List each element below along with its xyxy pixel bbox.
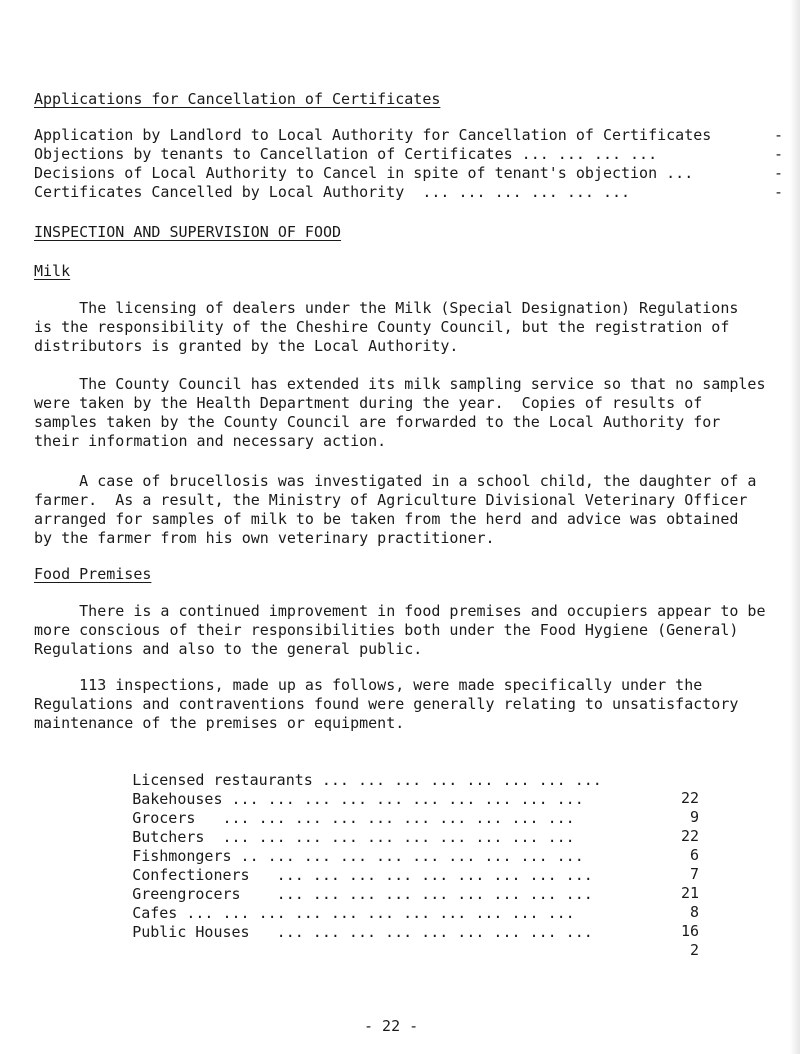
inspection-count: 7 (689, 865, 699, 883)
text-line: distributors is granted by the Local Authority. (34, 337, 459, 355)
cancellation-value-1: - (774, 126, 784, 144)
premises-type: Bakehouses ... ... ... ... ... ... ... ... ... ... (132, 790, 584, 808)
text-line: The County Council has extended its milk sampling service so that no samples (34, 375, 766, 393)
milk-paragraph-1 (34, 299, 786, 356)
premises-type: Cafes ... ... ... ... ... ... ... ... ... ... ... (132, 904, 575, 922)
milk-heading: Milk (34, 262, 71, 280)
food-premises-paragraph-2 (34, 676, 786, 733)
text-line: farmer. As a result, the Ministry of Agriculture Divisional Veterinary Officer (34, 491, 748, 509)
text-line: by the farmer from his own veterinary practitioner. (34, 529, 495, 547)
cancellation-line-2: Objections by tenants to Cancellation of Certificates ... ... ... ... (34, 145, 658, 163)
cancellation-line-3: Decisions of Local Authority to Cancel in spite of tenant's objection ... (34, 164, 694, 182)
inspection-count: 16 (680, 922, 699, 940)
text-line: were taken by the Health Department during the year. Copies of results of (34, 394, 703, 412)
text-line: maintenance of the premises or equipment. (34, 714, 405, 732)
text-line: A case of brucellosis was investigated in a school child, the daughter of a (34, 472, 757, 490)
text-line: arranged for samples of milk to be taken from the herd and advice was obtained (34, 510, 739, 528)
text-line: their information and necessary action. (34, 432, 387, 450)
cancellation-heading: Applications for Cancellation of Certificates (34, 90, 441, 108)
text-line: Regulations and also to the general public. (34, 640, 423, 658)
text-line: The licensing of dealers under the Milk (Special Designation) Regulations (34, 299, 739, 317)
inspection-count: 21 (680, 884, 699, 902)
premises-type: Public Houses ... ... ... ... ... ... ... ... ... (132, 923, 593, 941)
page-edge-shadow (790, 0, 800, 1054)
inspection-count: 8 (689, 903, 699, 921)
cancellation-value-3: - (774, 164, 784, 182)
inspection-count: 22 (680, 827, 699, 845)
inspection-count: 6 (689, 846, 699, 864)
premises-type: Fishmongers .. ... ... ... ... ... ... ... ... ... (132, 847, 584, 865)
food-premises-paragraph-1 (34, 602, 786, 659)
text-line: more conscious of their responsibilities both under the Food Hygiene (General) (34, 621, 739, 639)
text-line: Regulations and contraventions found were generally relating to unsatisfactory (34, 695, 739, 713)
cancellation-line-4: Certificates Cancelled by Local Authority ... ... ... ... ... ... (34, 183, 631, 201)
food-premises-heading: Food Premises (34, 565, 152, 583)
cancellation-value-4: - (774, 183, 784, 201)
milk-paragraph-2 (34, 375, 786, 451)
milk-paragraph-3 (34, 472, 786, 548)
inspection-count: 9 (689, 808, 699, 826)
text-line: samples taken by the County Council are forwarded to the Local Authority for (34, 413, 721, 431)
page-number: - 22 - (364, 1017, 419, 1035)
premises-type: Licensed restaurants ... ... ... ... ... ... ... ... (132, 771, 602, 789)
inspection-count: 22 (680, 789, 699, 807)
cancellation-line-1: Application by Landlord to Local Authority for Cancellation of Certificates (34, 126, 712, 144)
premises-type: Greengrocers ... ... ... ... ... ... ... ... ... (132, 885, 593, 903)
inspection-heading: INSPECTION AND SUPERVISION OF FOOD (34, 223, 342, 241)
premises-type: Confectioners ... ... ... ... ... ... ... ... ... (132, 866, 593, 884)
cancellation-value-2: - (774, 145, 784, 163)
text-line: 113 inspections, made up as follows, were made specifically under the (34, 676, 703, 694)
text-line: is the responsibility of the Cheshire County Council, but the registration of (34, 318, 730, 336)
text-line: There is a continued improvement in food premises and occupiers appear to be (34, 602, 766, 620)
premises-type: Butchers ... ... ... ... ... ... ... ... ... ... (132, 828, 575, 846)
inspection-count: 2 (689, 941, 699, 959)
premises-type: Grocers ... ... ... ... ... ... ... ... ... ... (132, 809, 575, 827)
